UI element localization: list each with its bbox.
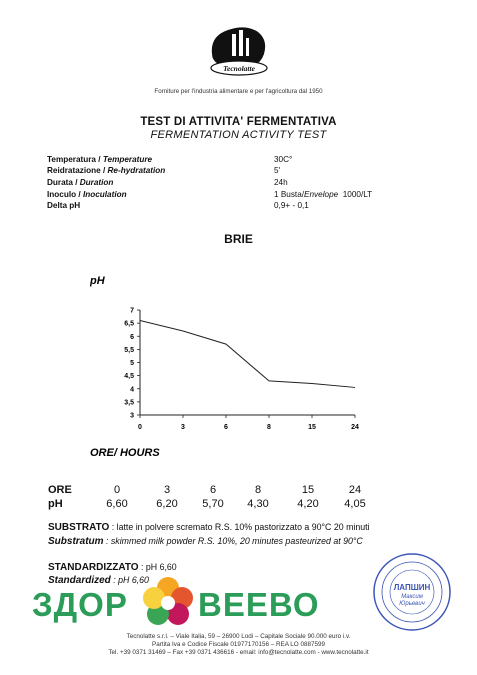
table-cell-hour: 8: [254, 484, 262, 496]
watermark-brand-right: ВЕЕВО: [198, 586, 320, 623]
standardized-english: Standardized : pH 6,60: [48, 575, 149, 586]
substrate-english: Substratum : skimmed milk powder R.S. 10%, 20 minutes pasteurized at 90°C: [48, 536, 363, 547]
ph-chart: [90, 270, 390, 470]
standardized-italian: STANDARDIZZATO : pH 6,60: [48, 562, 177, 573]
product-name: BRIE: [224, 232, 253, 246]
param-value-temperature: 30C°: [274, 155, 293, 164]
y-tick-label: 3: [130, 412, 134, 420]
substrate-italian: SUBSTRATO : latte in polvere scremato R.S. 10% pastorizzato a 90°C 20 minuti: [48, 522, 370, 533]
x-tick-label: 15: [308, 424, 316, 431]
x-tick-label: 3: [181, 424, 185, 431]
stamp-line2: Максим: [401, 594, 423, 600]
y-tick-label: 6,5: [124, 320, 134, 328]
official-stamp: [372, 552, 452, 632]
param-value-rehydration: 5': [274, 166, 281, 175]
param-value-delta-ph: 0,9+ - 0,1: [274, 201, 309, 210]
table-cell-hour: 6: [209, 484, 217, 496]
flower-logo-icon: [142, 576, 194, 628]
table-cell-hour: 0: [113, 484, 121, 496]
x-tick-label: 24: [351, 424, 359, 431]
x-tick-label: 8: [267, 424, 271, 431]
stamp-line1: ЛАПШИН: [393, 583, 431, 592]
param-value-duration: 24h: [274, 178, 288, 187]
table-cell-ph: 5,70: [202, 498, 224, 510]
y-tick-label: 5: [130, 360, 134, 367]
document-subtitle: FERMENTATION ACTIVITY TEST: [150, 129, 327, 141]
document-title: TEST DI ATTIVITA' FERMENTATIVA: [140, 116, 337, 128]
ph-series-line: [140, 321, 355, 388]
table-cell-ph: 4,20: [297, 498, 319, 510]
param-label-inoculation: Inoculo / Inoculation: [47, 190, 127, 199]
y-tick-label: 6: [130, 333, 134, 341]
company-tagline: Forniture per l'industria alimentare e per l'agricoltura dal 1950: [154, 88, 323, 95]
table-row-label-hours: ORE: [48, 484, 72, 496]
table-cell-ph: 6,20: [156, 498, 178, 510]
chart-xlabel: ORE/ HOURS: [90, 447, 160, 459]
table-cell-ph: 4,05: [344, 498, 366, 510]
table-cell-hour: 3: [163, 484, 171, 496]
param-value-inoculation: 1 Busta/Envelope 1000/LT: [274, 190, 373, 199]
y-tick-label: 5,5: [124, 346, 134, 354]
param-label-temperature: Temperatura / Temperature: [47, 155, 153, 164]
y-tick-label: 3,5: [124, 399, 134, 407]
table-cell-ph: 4,30: [247, 498, 269, 510]
y-tick-label: 7: [130, 307, 134, 315]
param-label-duration: Durata / Duration: [47, 178, 114, 187]
param-label-delta-ph: Delta pH: [47, 201, 81, 210]
table-cell-hour: 24: [348, 484, 362, 496]
chart-ylabel: pH: [90, 275, 105, 287]
stamp-line3: Юрьевич: [399, 601, 425, 607]
watermark-brand-left: ЗДОР: [32, 586, 128, 623]
param-label-rehydration: Reidratazione / Re-hydratation: [47, 166, 166, 175]
table-cell-hour: 15: [301, 484, 315, 496]
y-tick-label: 4: [130, 386, 134, 394]
logo-brand-text: Tecnolatte: [223, 64, 255, 73]
footer-contacts: Tel. +39 0371 31469 – Fax +39 0371 436616 - email: info@tecnolatte.com - www.tecnolatte.it: [108, 649, 369, 656]
y-tick-label: 4,5: [124, 373, 134, 381]
footer-address: Tecnolatte s.r.l. – Viale Italia, 59 – 26900 Lodi – Capitale Sociale 90.000 euro i.v.: [126, 633, 351, 640]
x-tick-label: 6: [224, 424, 228, 431]
x-tick-label: 0: [138, 424, 142, 431]
table-row-label-ph: pH: [48, 498, 63, 510]
footer-tax-info: Partita Iva e Codice Fiscale 01977170156 – REA LO 0887599: [152, 641, 325, 648]
table-cell-ph: 6,60: [106, 498, 128, 510]
tecnolatte-logo: [206, 24, 272, 80]
